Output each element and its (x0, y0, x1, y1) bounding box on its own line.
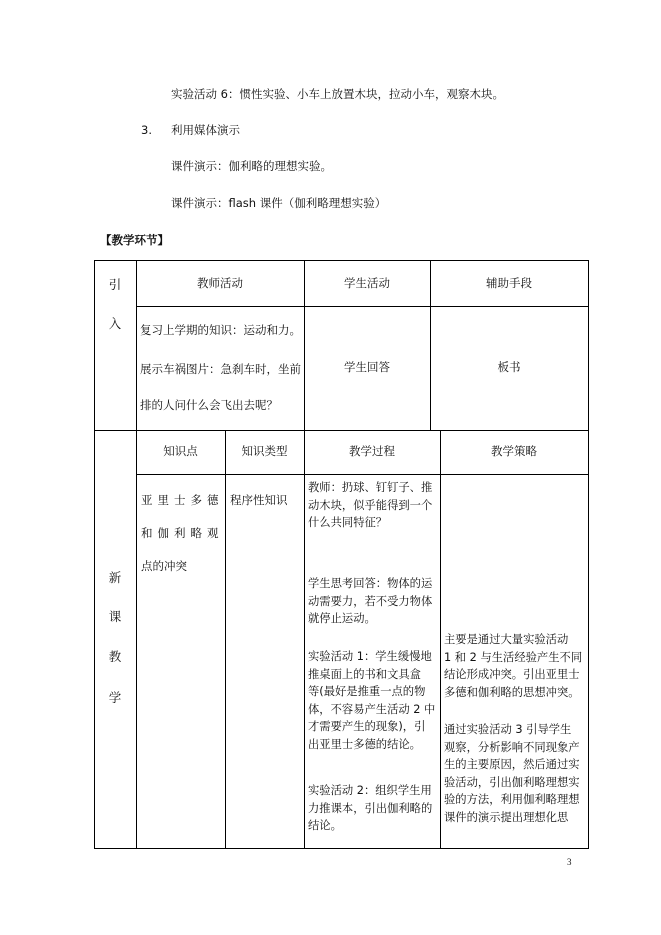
strategy-p2-line-1: 通过实验活动 3 引导学生 (444, 723, 572, 736)
header-knowledge-point: 知识点 (163, 444, 198, 458)
stage-new-char-3: 教 (108, 649, 122, 664)
process-p3-line-5: 才需要产生的现象)，引 (308, 720, 426, 733)
process-p3-line-4: 体，不容易产生活动 2 中 (308, 702, 436, 716)
process-p4-line-3: 结论。 (308, 819, 342, 832)
process-p3-line-3: 等(最好是推重一点的物 (308, 685, 426, 698)
list-item-3-text: 利用媒体演示 (171, 123, 240, 137)
process-p3-line-6: 出亚里士多德的结论。 (308, 737, 421, 751)
strategy-p2-line-6: 课件的演示提出理想化思 (444, 810, 569, 824)
strategy-p2-line-5: 验的方法，利用伽利略理想 (444, 793, 580, 806)
teacher-activity-line-1: 复习上学期的知识：运动和力。 (140, 323, 301, 337)
stage-new-char-4: 学 (108, 690, 122, 705)
header-teaching-process: 教学过程 (349, 444, 395, 458)
process-p4-line-2: 力推课本，引出伽利略的 (308, 801, 433, 815)
process-p4-line-1: 实验活动 2：组织学生用 (308, 784, 432, 797)
process-paragraph-2 (308, 575, 432, 628)
strategy-p2-line-2: 观察，分析影响不同现象产 (444, 740, 580, 754)
section-heading: 【教学环节】 (100, 233, 169, 247)
activity6-text: 实验活动 6：惯性实验、小车上放置木块，拉动小车，观察木块。 (171, 87, 504, 101)
stage-new-char-1: 新 (108, 570, 122, 585)
courseware-line-2: 课件演示：flash 课件（伽利略理想实验） (171, 196, 387, 210)
process-paragraph-1 (308, 479, 432, 532)
process-p2-line-3: 就停止运动。 (308, 612, 376, 625)
courseware-line-1: 课件演示：伽利略的理想实验。 (171, 159, 332, 173)
header-student-activity: 学生活动 (344, 276, 390, 290)
strategy-p2-line-4: 验活动，引出伽利略理想实 (444, 775, 580, 789)
list-number-3: 3. (141, 123, 152, 137)
strategy-p1-line-4: 多德和伽利略的思想冲突。 (444, 685, 580, 699)
knowledge-point-line-1: 亚里士多德 (141, 493, 224, 507)
teacher-activity-line-2: 展示车祸图片：急刹车时，坐前 (140, 362, 301, 376)
strategy-p1-line-1: 主要是通过大量实验活动 (444, 633, 569, 646)
strategy-p1-line-2: 1 和 2 与生活经验产生不同 (444, 650, 583, 664)
process-p3-line-2: 推桌面上的书和文具盒 (308, 667, 421, 681)
process-p2-line-2: 动需要力，若不受力物体 (308, 594, 433, 608)
process-paragraph-3 (308, 648, 435, 753)
stage-intro-char-2: 入 (108, 316, 122, 331)
strategy-p1-line-3: 结论形成冲突。引出亚里士 (444, 668, 580, 681)
stage-new-char-2: 课 (108, 609, 122, 624)
process-p1-line-3: 什么共同特征？ (308, 516, 388, 529)
header-teacher-activity: 教师活动 (197, 276, 243, 290)
knowledge-point-line-3: 点的冲突 (141, 559, 187, 573)
student-activity-text: 学生回答 (344, 360, 390, 374)
header-aid: 辅助手段 (486, 276, 532, 290)
process-p1-line-1: 教师：扔球、钉钉子、推 (308, 481, 433, 494)
stage-intro-char-1: 引 (108, 277, 122, 292)
aid-text: 板书 (497, 360, 521, 374)
teacher-activity-line-3: 排的人问什么会飞出去呢？ (140, 398, 278, 412)
page-number: 3 (567, 857, 572, 867)
process-paragraph-4 (308, 782, 432, 835)
header-teaching-strategy: 教学策略 (491, 444, 537, 458)
strategy-paragraph-2 (444, 721, 580, 826)
knowledge-type-text: 程序性知识 (230, 493, 288, 507)
process-p2-line-1: 学生思考回答：物体的运 (308, 577, 433, 590)
knowledge-point-line-2: 和伽利略观 (141, 526, 224, 540)
process-p1-line-2: 动木块，似乎能得到一个 (308, 498, 433, 512)
strategy-paragraph-1 (444, 631, 582, 701)
header-knowledge-type: 知识类型 (241, 444, 288, 458)
process-p3-line-1: 实验活动 1：学生缓慢地 (308, 650, 432, 663)
strategy-p2-line-3: 生的主要原因，然后通过实 (444, 758, 580, 771)
